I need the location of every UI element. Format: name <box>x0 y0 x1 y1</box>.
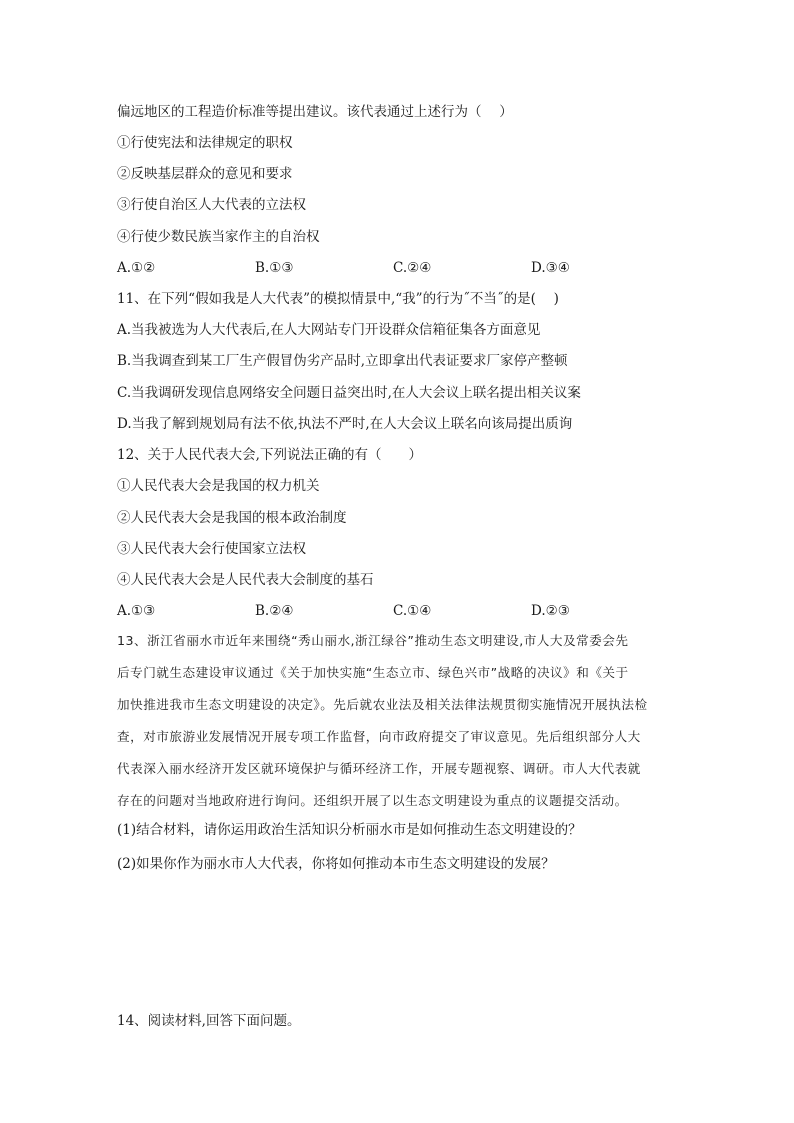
q13-material-line: 后专门就生态建设审议通过《关于加快实施“生态立市、绿色兴市”战略的决议》和《关于 <box>117 665 629 680</box>
q10-option-a[interactable]: A.①② <box>117 260 156 276</box>
q11-stem: 11、在下列“假如我是人大代表”的模拟情景中,“我”的行为˝不当˝的是( ) <box>117 291 559 307</box>
q11-option-c[interactable]: C.当我调研发现信息网络安全问题日益突出时,在人大会议上联名提出相关议案 <box>117 385 581 401</box>
q10-item-3: ③行使自治区人大代表的立法权 <box>117 197 306 213</box>
q13-material-line: 查，对市旅游业发展情况开展专项工作监督，向市政府提交了审议意见。先后组织部分人大 <box>117 729 641 744</box>
q10-item-4: ④行使少数民族当家作主的自治权 <box>117 229 320 245</box>
q12-options <box>117 602 677 620</box>
q10-option-c[interactable]: C.②④ <box>393 260 432 276</box>
q10-stem-continuation: 偏远地区的工程造价标准等提出建议。该代表通过上述行为（ ） <box>117 104 513 120</box>
q12-option-a[interactable]: A.①③ <box>117 603 156 619</box>
q11-option-a[interactable]: A.当我被选为人大代表后,在人大网站专门开设群众信箱征集各方面意见 <box>117 322 541 338</box>
q12-item-3: ③人民代表大会行使国家立法权 <box>117 541 306 557</box>
q12-item-4: ④人民代表大会是人民代表大会制度的基石 <box>117 572 374 588</box>
q12-option-c[interactable]: C.①④ <box>393 603 432 619</box>
q10-options <box>117 259 677 277</box>
q13-material-line: 代表深入丽水经济开发区就环境保护与循环经济工作，开展专题视察、调研。市人大代表就 <box>117 761 641 776</box>
q12-item-2: ②人民代表大会是我国的根本政治制度 <box>117 510 347 526</box>
q11-option-d[interactable]: D.当我了解到规划局有法不依,执法不严时,在人大会议上联名向该局提出质询 <box>117 416 573 432</box>
q14-stem: 14、阅读材料,回答下面问题。 <box>117 1013 301 1029</box>
q13-material-line: 加快推进我市生态文明建设的决定》。先后就农业法及相关法律法规贯彻实施情况开展执法检 <box>117 697 648 712</box>
q13-material-line: 存在的问题对当地政府进行询问。还组织开展了以生态文明建设为重点的议题提交活动。 <box>117 793 628 808</box>
q10-option-b[interactable]: B.①③ <box>255 260 294 276</box>
q10-item-1: ①行使宪法和法律规定的职权 <box>117 135 293 151</box>
q13-sub-question-1: (1)结合材料，请你运用政治生活知识分析丽水市是如何推动生态文明建设的？ <box>117 822 582 838</box>
q10-option-d[interactable]: D.③④ <box>531 260 570 276</box>
q11-option-b[interactable]: B.当我调查到某工厂生产假冒伪劣产品时,立即拿出代表证要求厂家停产整顿 <box>117 353 568 369</box>
q12-option-d[interactable]: D.②③ <box>531 603 570 619</box>
q12-item-1: ①人民代表大会是我国的权力机关 <box>117 478 320 494</box>
q12-option-b[interactable]: B.②④ <box>255 603 294 619</box>
q10-item-2: ②反映基层群众的意见和要求 <box>117 166 293 182</box>
q13-material-line: 13、浙江省丽水市近年来围绕“秀山丽水,浙江绿谷”推动生态文明建设,市人大及常委会先 <box>117 633 629 648</box>
q12-stem: 12、关于人民代表大会,下列说法正确的有（ ） <box>117 447 422 463</box>
q13-sub-question-2: (2)如果你作为丽水市人大代表，你将如何推动本市生态文明建设的发展？ <box>117 856 555 872</box>
